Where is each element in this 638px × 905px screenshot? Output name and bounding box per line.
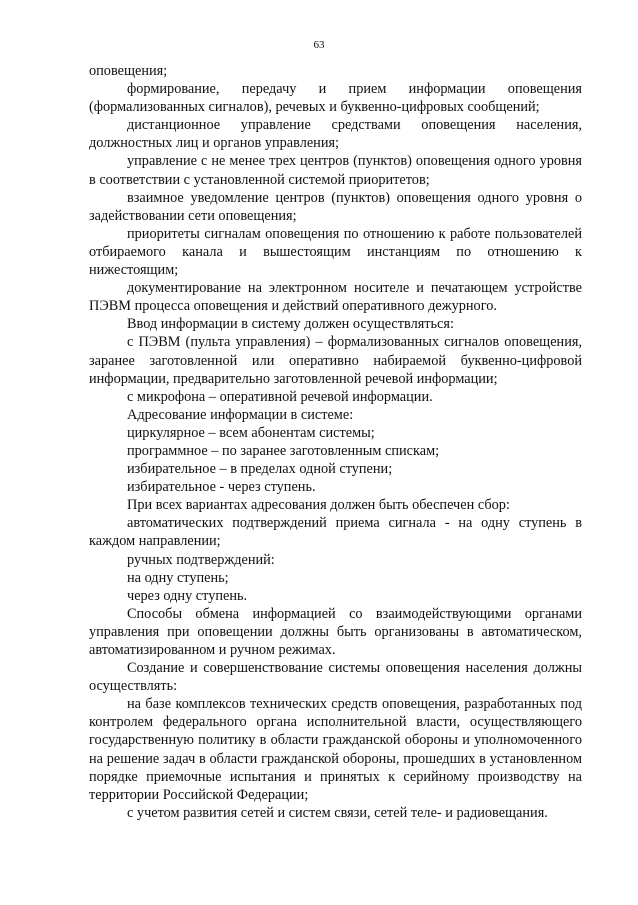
- page-number: 63: [313, 39, 325, 51]
- paragraph: Создание и совершенствование системы оповещения населения должны осуществлять:: [89, 660, 582, 695]
- paragraph-continuation: оповещения;: [89, 63, 168, 79]
- paragraph: с ПЭВМ (пульта управления) – формализованных сигналов оповещения, заранее заготовленной или оперативно набираемой буквенно-цифровой информации, предварительно заготовленной речевой информации;: [89, 334, 582, 387]
- paragraph: на одну ступень;: [127, 569, 229, 586]
- paragraph: Способы обмена информацией со взаимодействующими органами управления при оповещении должны быть организованы в автоматическом, автоматизированном и ручном режимах.: [89, 605, 582, 658]
- paragraph: формирование, передачу и прием информации оповещения (формализованных сигналов), речевых и буквенно-цифровых сообщений;: [89, 81, 582, 116]
- paragraph: Адресование информации в системе:: [127, 406, 354, 423]
- paragraph: с учетом развития сетей и систем связи, сетей теле- и радиовещания.: [127, 804, 548, 821]
- paragraph: циркулярное – всем абонентам системы;: [127, 424, 375, 441]
- paragraph: управление с не менее трех центров (пунктов) оповещения одного уровня в соответствии с установленной системой приоритетов;: [89, 153, 582, 188]
- paragraph: ручных подтверждений:: [127, 551, 275, 568]
- paragraph: автоматических подтверждений приема сигнала - на одну ступень в каждом направлении;: [89, 515, 582, 550]
- paragraph: избирательное – в пределах одной ступени;: [127, 461, 393, 478]
- paragraph: взаимное уведомление центров (пунктов) оповещения одного уровня о задействовании сети оповещения;: [89, 189, 582, 224]
- paragraph: с микрофона – оперативной речевой информации.: [127, 388, 433, 405]
- paragraph: Ввод информации в систему должен осуществляться:: [127, 316, 454, 333]
- paragraph: дистанционное управление средствами оповещения населения, должностных лиц и органов управления;: [89, 117, 582, 152]
- paragraph: При всех вариантах адресования должен быть обеспечен сбор:: [127, 497, 510, 514]
- paragraph: документирование на электронном носителе и печатающем устройстве ПЭВМ процесса оповещения и действий оперативного дежурного.: [89, 280, 582, 315]
- paragraph: приоритеты сигналам оповещения по отношению к работе пользователей отбираемого канала и вышестоящим инстанциям по отношению к нижестоящим;: [89, 225, 582, 279]
- paragraph: программное – по заранее заготовленным спискам;: [127, 442, 440, 459]
- paragraph: на базе комплексов технических средств оповещения, разработанных под контролем федерального органа исполнительной власти, осуществляющего государственную политику в области гражданской обороны и уполномоченного на решение задач в области гражданской обороны, прошедших в установленном порядке приемочные испытания и принятых к серийному производству на территории Российской Федерации;: [89, 696, 582, 803]
- paragraph: через одну ступень.: [127, 587, 248, 604]
- text-body: [89, 62, 582, 822]
- paragraph: избирательное - через ступень.: [127, 479, 316, 496]
